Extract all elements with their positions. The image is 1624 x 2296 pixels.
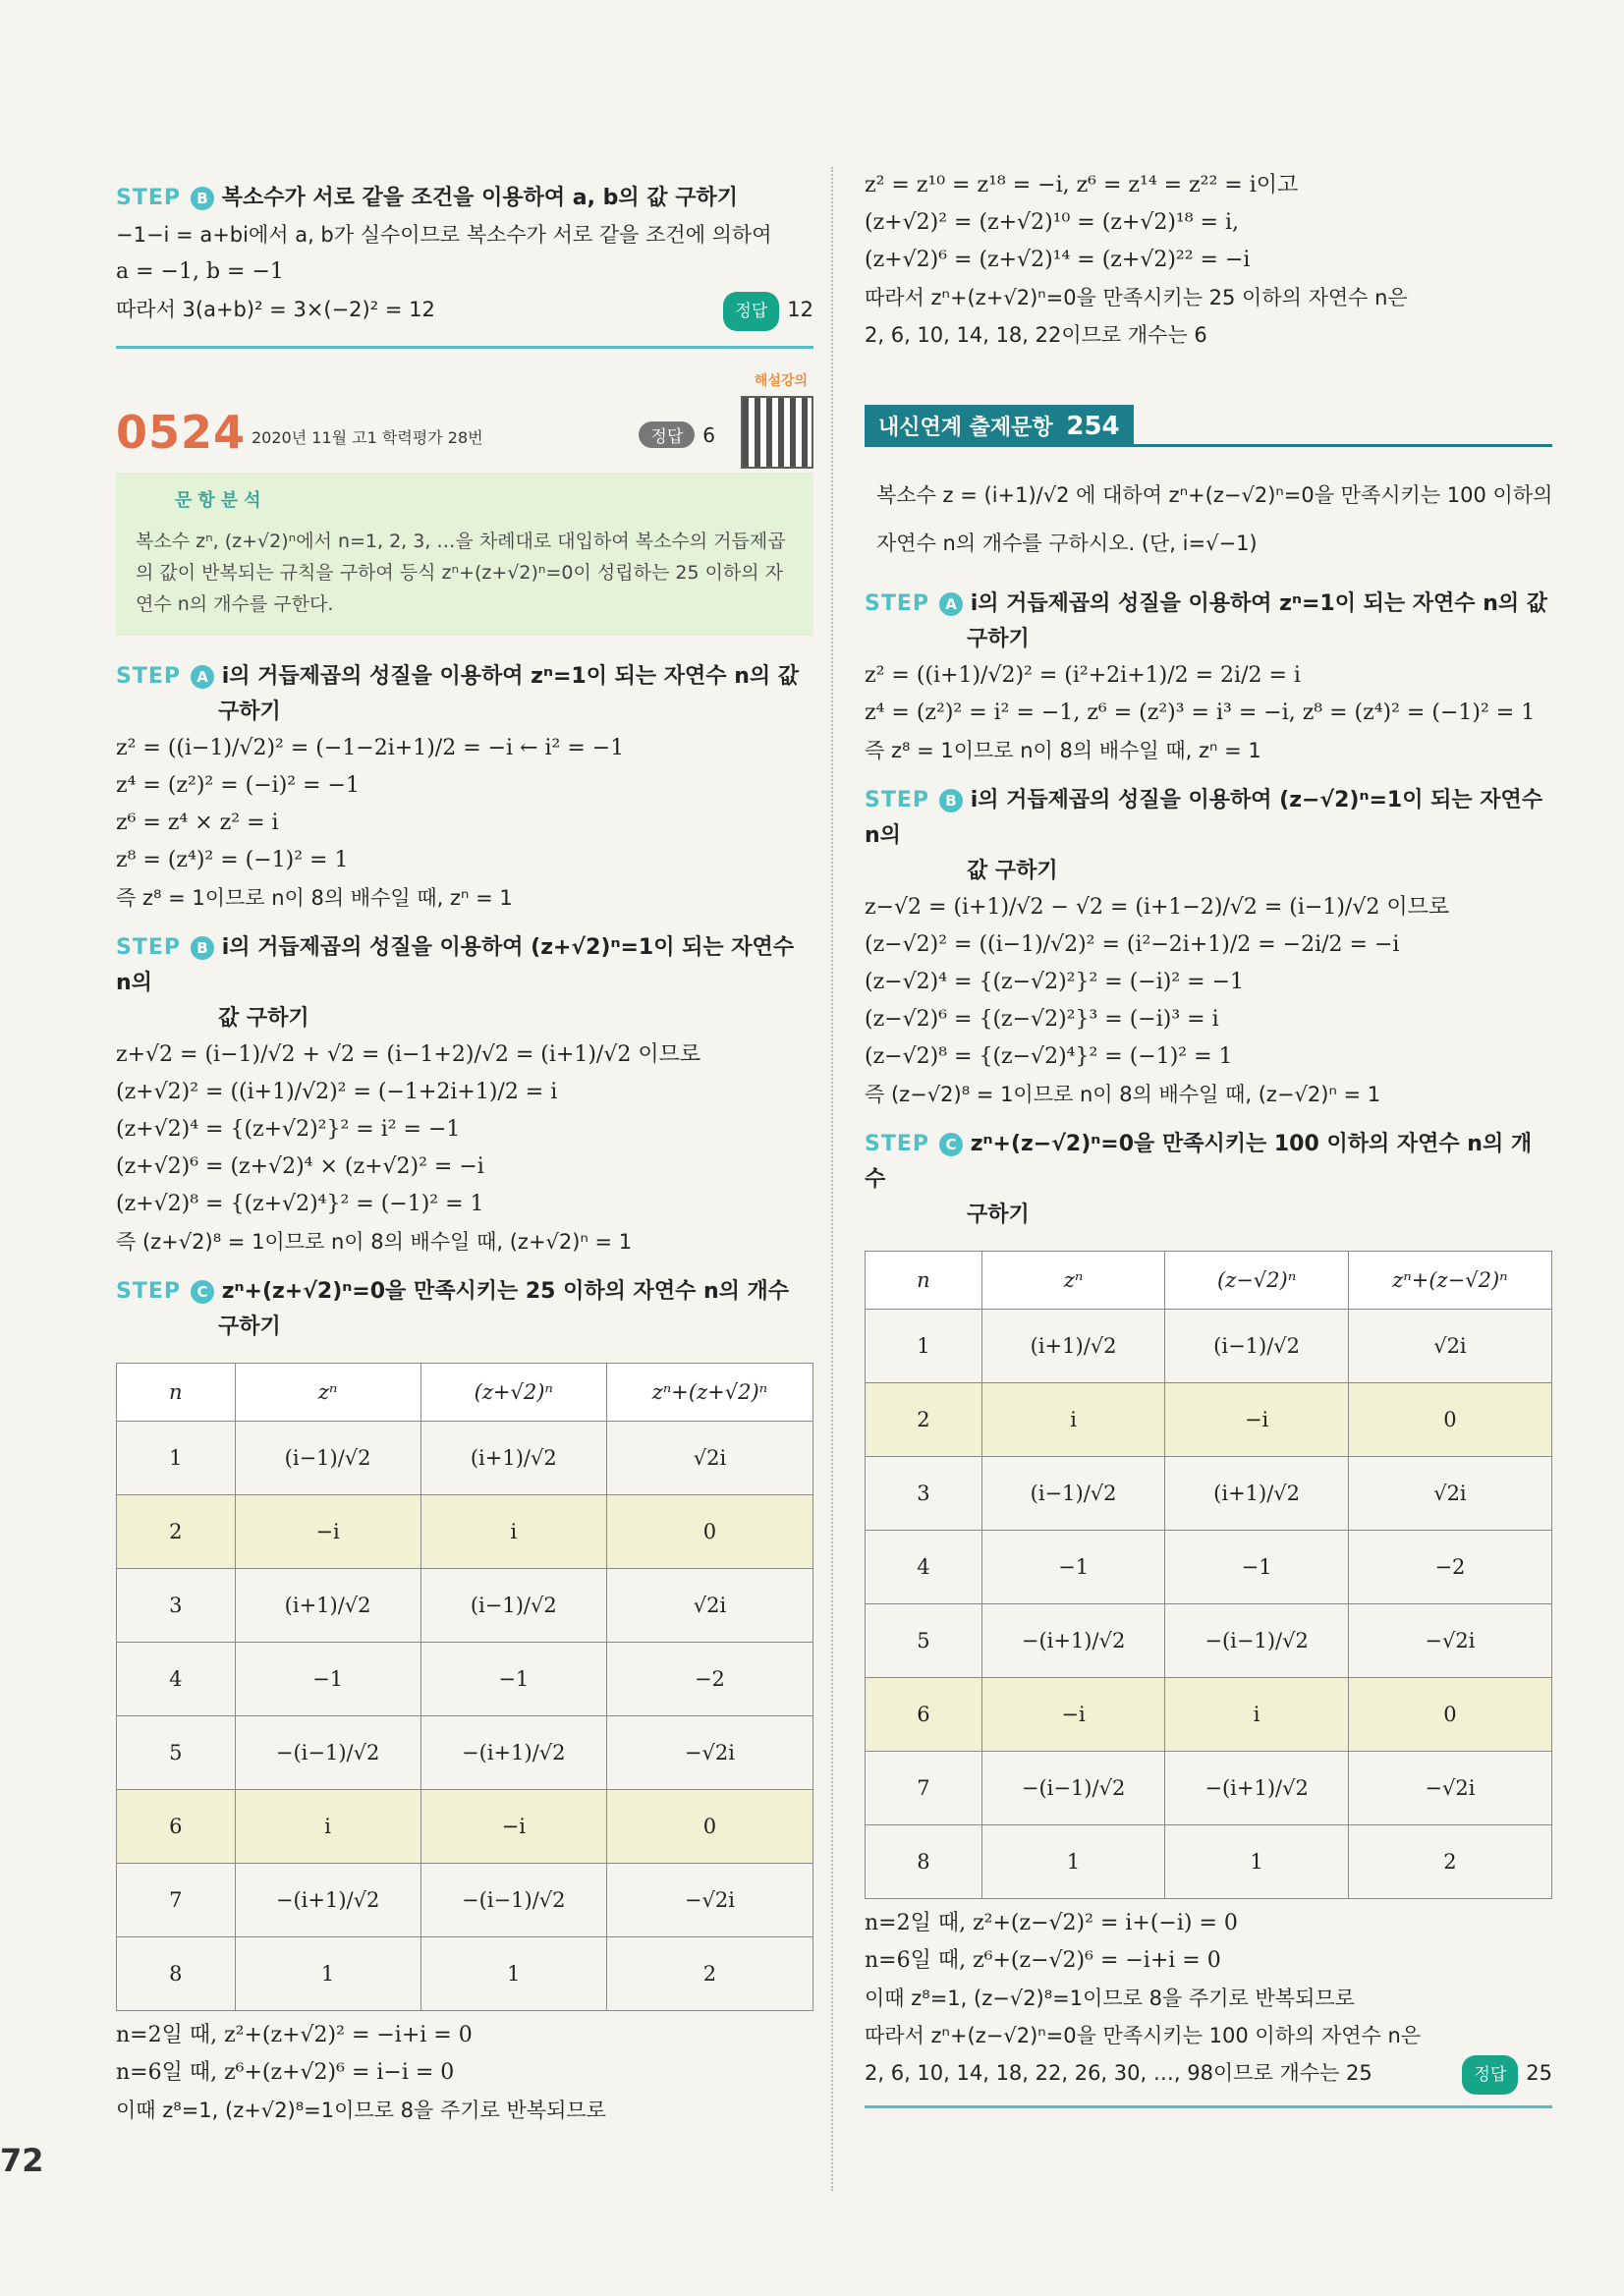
after-line: n=6일 때, z⁶+(z−√2)⁶ = −i+i = 0 [865, 1948, 1221, 1973]
table-header: zⁿ+(z+√2)ⁿ [606, 1364, 812, 1422]
answer-value: 25 [1526, 2061, 1552, 2085]
table-cell: −i [1165, 1383, 1349, 1457]
naesin-label [865, 405, 1134, 447]
step-b-line: z+√2 = (i−1)/√2 + √2 = (i−1+2)/√2 = (i+1)/√2 이므로 [116, 1042, 701, 1067]
left-column [116, 167, 813, 2129]
step-title-cont: 구하기 [218, 1315, 281, 1339]
right-top-line: 따라서 zⁿ+(z+√2)ⁿ=0을 만족시키는 25 이하의 자연수 n은 [865, 286, 1408, 309]
table-cell: (i+1)/√2 [420, 1422, 606, 1495]
qr-code-icon[interactable] [741, 396, 813, 469]
after-line: 이때 z⁸=1, (z+√2)⁸=1이므로 8을 주기로 반복되므로 [116, 2099, 606, 2122]
naesin-number: 254 [1066, 412, 1120, 441]
r-step-a-conclusion: 즉 z⁸ = 1이므로 n이 8의 배수일 때, zⁿ = 1 [865, 739, 1261, 762]
answer-value: 12 [787, 298, 813, 321]
step-b-prev-line-1: −1−i = a+bi에서 a, b가 실수이므로 복소수가 서로 같을 조건에 의하여 [116, 223, 772, 247]
table-cell: 1 [866, 1310, 982, 1383]
step-a-line: z⁸ = (z⁴)² = (−1)² = 1 [116, 848, 349, 872]
table-cell: −(i+1)/√2 [235, 1864, 420, 1937]
table-cell: 1 [981, 1825, 1165, 1899]
table-cell: 1 [1165, 1825, 1349, 1899]
table-header-row [117, 1364, 813, 1422]
table-cell: 3 [117, 1569, 236, 1643]
step-a-line: z⁶ = z⁴ × z² = i [116, 811, 279, 835]
table-cell: −√2i [1348, 1752, 1551, 1825]
step-title-cont: 값 구하기 [967, 859, 1058, 883]
table-cell: 7 [117, 1864, 236, 1937]
table-cell: −i [981, 1678, 1165, 1752]
section-divider [116, 346, 813, 349]
table-cell: 6 [866, 1678, 982, 1752]
table-cell: (i+1)/√2 [235, 1569, 420, 1643]
step-title: zⁿ+(z+√2)ⁿ=0을 만족시키는 25 이하의 자연수 n의 개수 [221, 1279, 790, 1304]
table-cell: 7 [866, 1752, 982, 1825]
step-letter: B [191, 936, 214, 960]
step-b-prev-line-3 [116, 291, 813, 328]
after-line: 따라서 zⁿ+(z−√2)ⁿ=0을 만족시키는 100 이하의 자연수 n은 [865, 2024, 1422, 2047]
r-step-b-line: (z−√2)² = ((i−1)/√2)² = (i²−2i+1)/2 = −2i/2 = −i [865, 932, 1400, 957]
after-line: 이때 z⁸=1, (z−√2)⁸=1이므로 8을 주기로 반복되므로 [865, 1987, 1355, 2010]
step-c-heading [116, 1274, 813, 1345]
table-row [117, 1495, 813, 1569]
r-step-b-line: z−√2 = (i+1)/√2 − √2 = (i+1−2)/√2 = (i−1)/√2 이므로 [865, 895, 1450, 920]
section-divider [865, 2105, 1552, 2108]
table-cell: −(i−1)/√2 [235, 1716, 420, 1790]
table-row [117, 1569, 813, 1643]
analysis-box [116, 473, 813, 636]
table-cell: i [235, 1790, 420, 1864]
table-cell: (i−1)/√2 [235, 1422, 420, 1495]
table-header: n [117, 1364, 236, 1422]
table-body [117, 1422, 813, 2011]
step-title-cont: 값 구하기 [218, 1006, 309, 1031]
right-top-line: (z+√2)⁶ = (z+√2)¹⁴ = (z+√2)²² = −i [865, 248, 1251, 272]
table-row [866, 1310, 1552, 1383]
naesin-label-text: 내신연계 출제문항 [878, 416, 1053, 440]
answer-value: 6 [702, 423, 715, 447]
answer-box [723, 291, 813, 331]
step-letter: A [939, 592, 963, 616]
table-cell: 2 [866, 1383, 982, 1457]
after-line-final [865, 2054, 1552, 2092]
step-b-line: (z+√2)⁸ = {(z+√2)⁴}² = (−1)² = 1 [116, 1192, 484, 1216]
step-b-prev-heading [116, 181, 813, 216]
table-cell: (i+1)/√2 [1165, 1457, 1349, 1531]
after-line: 2, 6, 10, 14, 18, 22, 26, 30, …, 98이므로 개수는 25 [865, 2061, 1372, 2085]
answer-badge: 정답 [723, 292, 779, 331]
step-letter: B [939, 789, 963, 812]
table-row [866, 1678, 1552, 1752]
step-b-line: (z+√2)⁶ = (z+√2)⁴ × (z+√2)² = −i [116, 1154, 484, 1179]
column-divider [831, 167, 833, 2191]
problem-number: 0524 [116, 406, 247, 459]
power-table-right [865, 1251, 1552, 1899]
table-row [866, 1604, 1552, 1678]
table-row [866, 1825, 1552, 1899]
right-top-line: (z+√2)² = (z+√2)¹⁰ = (z+√2)¹⁸ = i, [865, 210, 1240, 235]
table-body [866, 1310, 1552, 1899]
r-step-b-heading [865, 783, 1552, 889]
step-a-heading [116, 659, 813, 730]
table-cell: i [1165, 1678, 1349, 1752]
table-cell: 4 [117, 1643, 236, 1716]
right-after [865, 1905, 1552, 2108]
table-header: (z−√2)ⁿ [1165, 1252, 1349, 1310]
step-letter: B [191, 187, 214, 210]
r-step-b-conclusion: 즉 (z−√2)⁸ = 1이므로 n이 8의 배수일 때, (z−√2)ⁿ = 1 [865, 1083, 1381, 1106]
step-tag: STEP [865, 591, 930, 616]
table-header: zⁿ [981, 1252, 1165, 1310]
table-row [117, 1790, 813, 1864]
after-line: n=2일 때, z²+(z+√2)² = −i+i = 0 [116, 2023, 473, 2047]
table-cell: −(i+1)/√2 [981, 1604, 1165, 1678]
right-top-line: z² = z¹⁰ = z¹⁸ = −i, z⁶ = z¹⁴ = z²² = i이고 [865, 173, 1299, 197]
step-letter: C [939, 1133, 963, 1156]
step-tag: STEP [116, 664, 182, 689]
table-row [866, 1752, 1552, 1825]
problem-answer [639, 421, 715, 448]
table-row [866, 1383, 1552, 1457]
table-cell: (i−1)/√2 [420, 1569, 606, 1643]
step-tag: STEP [116, 935, 182, 960]
step-a-conclusion: 즉 z⁸ = 1이므로 n이 8의 배수일 때, zⁿ = 1 [116, 886, 513, 910]
table-cell: 8 [117, 1937, 236, 2011]
table-cell: 5 [117, 1716, 236, 1790]
table-cell: −(i+1)/√2 [1165, 1752, 1349, 1825]
table-cell: 0 [1348, 1678, 1551, 1752]
step-b-prev-result: 따라서 3(a+b)² = 3×(−2)² = 12 [116, 298, 435, 321]
after-line: n=2일 때, z²+(z−√2)² = i+(−i) = 0 [865, 1911, 1238, 1935]
table-cell: i [981, 1383, 1165, 1457]
table-row [117, 1422, 813, 1495]
table-cell: −√2i [606, 1864, 812, 1937]
right-top-line: 2, 6, 10, 14, 18, 22이므로 개수는 6 [865, 323, 1207, 347]
after-line: n=6일 때, z⁶+(z+√2)⁶ = i−i = 0 [116, 2060, 455, 2085]
table-cell: 2 [1348, 1825, 1551, 1899]
table-cell: −(i−1)/√2 [981, 1752, 1165, 1825]
table-cell: −1 [420, 1643, 606, 1716]
table-row [117, 1716, 813, 1790]
table-cell: 1 [117, 1422, 236, 1495]
table-cell: −i [420, 1790, 606, 1864]
answer-box [1462, 2054, 1552, 2095]
step-b-line: (z+√2)⁴ = {(z+√2)²}² = i² = −1 [116, 1117, 461, 1142]
table-cell: −(i+1)/√2 [420, 1716, 606, 1790]
analysis-text: 복소수 zⁿ, (z+√2)ⁿ에서 n=1, 2, 3, …을 차례대로 대입하여 복소수의 거듭제곱의 값이 반복되는 규칙을 구하여 등식 zⁿ+(z+√2)ⁿ=0이 성립하는 25 이하의 자연수 n의 개수를 구한다. [136, 531, 786, 615]
left-after [116, 2017, 813, 2129]
table-cell: −2 [606, 1643, 812, 1716]
analysis-title: 문항분석 [175, 490, 267, 511]
step-title: i의 거듭제곱의 성질을 이용하여 (z+√2)ⁿ=1이 되는 자연수 n의 [116, 935, 795, 995]
table-cell: √2i [606, 1569, 812, 1643]
step-title-cont: 구하기 [967, 627, 1030, 651]
right-column [865, 167, 1552, 2108]
r-step-a-line: z² = ((i+1)/√2)² = (i²+2i+1)/2 = 2i/2 = i [865, 663, 1301, 688]
table-cell: −1 [1165, 1531, 1349, 1604]
table-cell: 0 [606, 1495, 812, 1569]
table-row [866, 1457, 1552, 1531]
step-b-prev-line-2: a = −1, b = −1 [116, 259, 284, 284]
step-title: 복소수가 서로 같을 조건을 이용하여 a, b의 값 구하기 [221, 186, 738, 210]
step-title-cont: 구하기 [218, 700, 281, 724]
qr-label: 해설강의 [754, 373, 808, 389]
table-cell: −√2i [1348, 1604, 1551, 1678]
answer-badge: 정답 [1462, 2055, 1518, 2095]
table-cell: i [420, 1495, 606, 1569]
table-cell: 5 [866, 1604, 982, 1678]
table-cell: 6 [117, 1790, 236, 1864]
r-step-b-line: (z−√2)⁶ = {(z−√2)²}³ = (−i)³ = i [865, 1007, 1219, 1032]
table-header: n [866, 1252, 982, 1310]
table-row [117, 1937, 813, 2011]
table-cell: 0 [1348, 1383, 1551, 1457]
step-title: i의 거듭제곱의 성질을 이용하여 zⁿ=1이 되는 자연수 n의 값 [970, 591, 1548, 616]
step-a-line: z⁴ = (z²)² = (−i)² = −1 [116, 773, 360, 798]
table-cell: (i−1)/√2 [981, 1457, 1165, 1531]
page-number: 72 [0, 2142, 44, 2179]
table-row [866, 1531, 1552, 1604]
table-cell: 0 [606, 1790, 812, 1864]
r-step-b-line: (z−√2)⁴ = {(z−√2)²}² = (−i)² = −1 [865, 970, 1245, 994]
table-row [117, 1864, 813, 1937]
table-cell: 3 [866, 1457, 982, 1531]
table-cell: −(i−1)/√2 [1165, 1604, 1349, 1678]
table-cell: 2 [606, 1937, 812, 2011]
r-step-a-line: z⁴ = (z²)² = i² = −1, z⁶ = (z²)³ = i³ = −i, z⁸ = (z⁴)² = (−1)² = 1 [865, 700, 1536, 725]
table-cell: √2i [1348, 1457, 1551, 1531]
naesin-question [865, 469, 1552, 565]
table-row [117, 1643, 813, 1716]
table-header: zⁿ+(z−√2)ⁿ [1348, 1252, 1551, 1310]
step-b-conclusion: 즉 (z+√2)⁸ = 1이므로 n이 8의 배수일 때, (z+√2)ⁿ = 1 [116, 1230, 633, 1254]
table-header: (z+√2)ⁿ [420, 1364, 606, 1422]
table-cell: 1 [235, 1937, 420, 2011]
table-cell: −(i−1)/√2 [420, 1864, 606, 1937]
table-cell: (i+1)/√2 [981, 1310, 1165, 1383]
table-cell: −i [235, 1495, 420, 1569]
problem-source: 2020년 11월 고1 학력평가 28번 [252, 428, 483, 447]
question-line: 자연수 n의 개수를 구하시오. (단, i=√−1) [876, 532, 1258, 555]
step-letter: C [191, 1280, 214, 1304]
table-cell: −√2i [606, 1716, 812, 1790]
table-cell: −2 [1348, 1531, 1551, 1604]
step-b-line: (z+√2)² = ((i+1)/√2)² = (−1+2i+1)/2 = i [116, 1080, 558, 1104]
step-tag: STEP [865, 1132, 930, 1156]
power-table-left [116, 1363, 813, 2011]
step-tag: STEP [116, 186, 182, 210]
table-cell: 2 [117, 1495, 236, 1569]
r-step-a-heading [865, 587, 1552, 657]
table-cell: √2i [606, 1422, 812, 1495]
step-a-line: z² = ((i−1)/√2)² = (−1−2i+1)/2 = −i ← i² = −1 [116, 736, 625, 760]
step-title-cont: 구하기 [967, 1203, 1030, 1227]
table-header: zⁿ [235, 1364, 420, 1422]
step-title: i의 거듭제곱의 성질을 이용하여 (z−√2)ⁿ=1이 되는 자연수 n의 [865, 788, 1543, 848]
problem-header [116, 373, 813, 467]
answer-badge: 정답 [639, 421, 695, 448]
naesin-bar [865, 405, 1552, 447]
step-title: i의 거듭제곱의 성질을 이용하여 zⁿ=1이 되는 자연수 n의 값 [221, 664, 800, 689]
table-cell: 4 [866, 1531, 982, 1604]
step-letter: A [191, 665, 214, 689]
step-tag: STEP [116, 1279, 182, 1304]
step-tag: STEP [865, 788, 930, 812]
table-cell: 8 [866, 1825, 982, 1899]
step-b-heading [116, 930, 813, 1036]
table-cell: √2i [1348, 1310, 1551, 1383]
question-line: 복소수 z = (i+1)/√2 에 대하여 zⁿ+(z−√2)ⁿ=0을 만족시키는 100 이하의 [876, 483, 1553, 507]
table-cell: −1 [981, 1531, 1165, 1604]
step-title: zⁿ+(z−√2)ⁿ=0을 만족시키는 100 이하의 자연수 n의 개수 [865, 1132, 1533, 1192]
table-cell: −1 [235, 1643, 420, 1716]
table-cell: 1 [420, 1937, 606, 2011]
r-step-b-line: (z−√2)⁸ = {(z−√2)⁴}² = (−1)² = 1 [865, 1044, 1233, 1069]
table-header-row [866, 1252, 1552, 1310]
table-cell: (i−1)/√2 [1165, 1310, 1349, 1383]
r-step-c-heading [865, 1127, 1552, 1233]
